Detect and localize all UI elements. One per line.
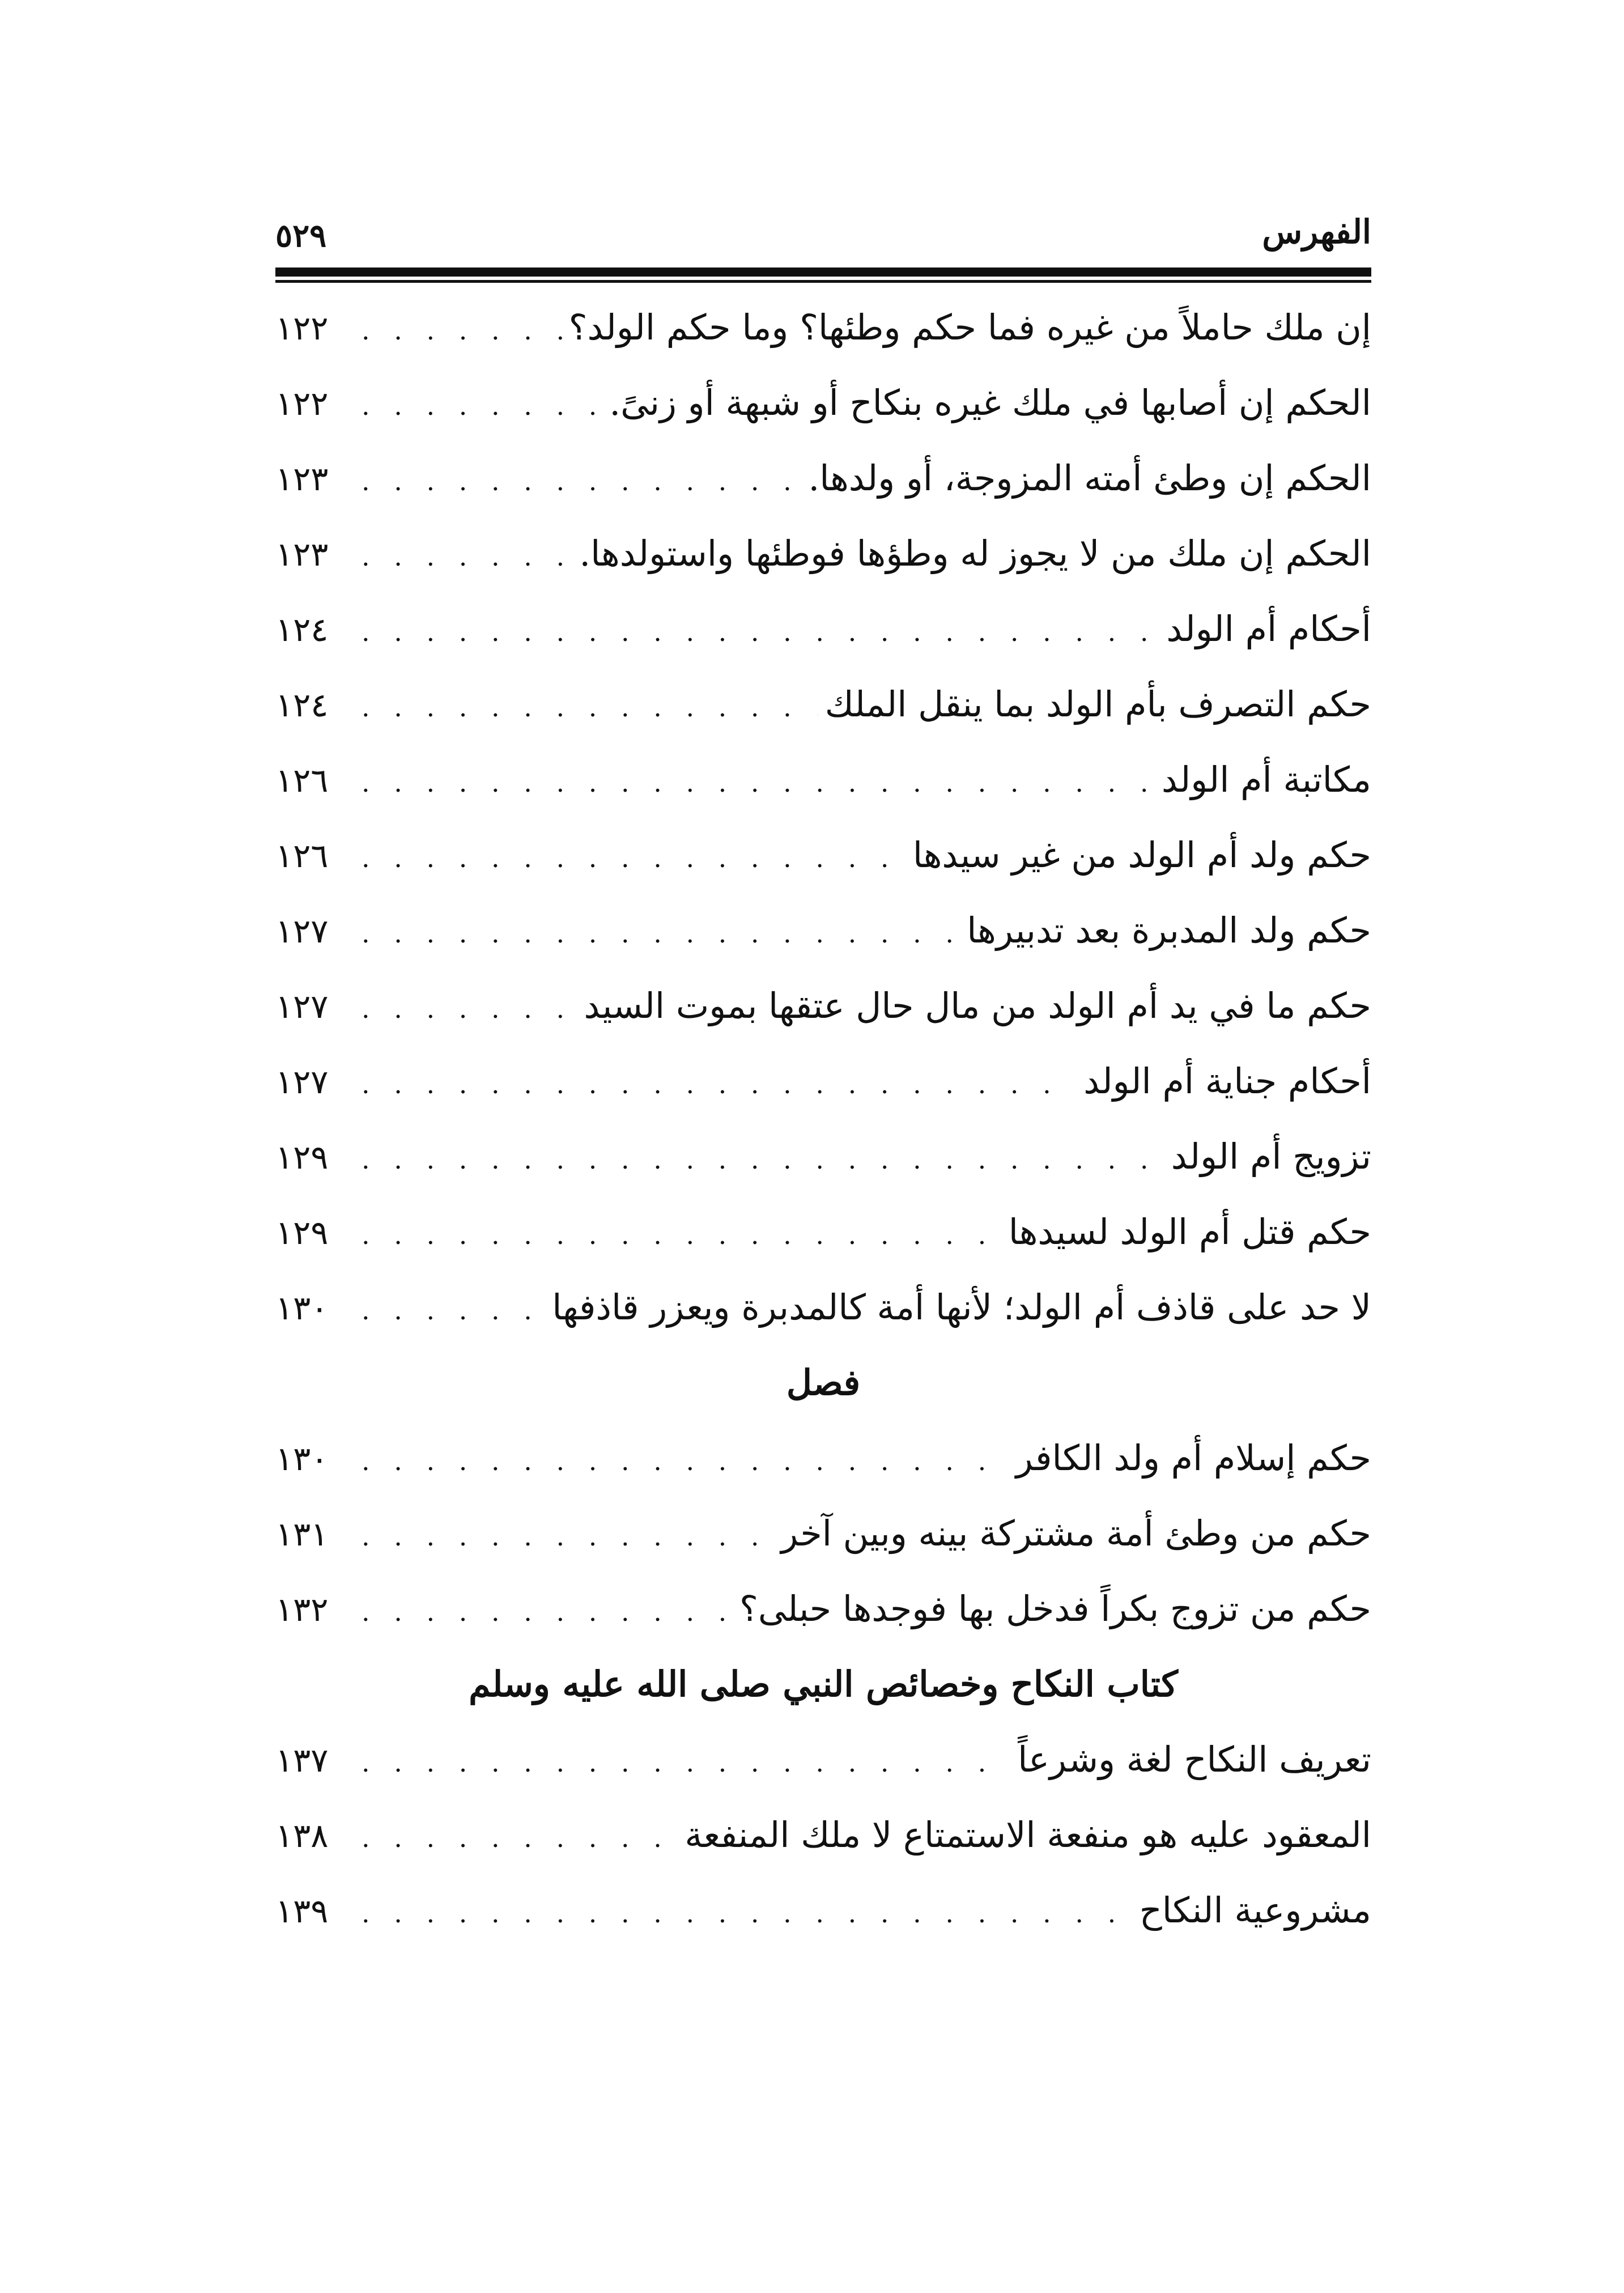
entry-title: تزويج أم الولد xyxy=(1171,1136,1371,1177)
entry-title: حكم إسلام أم ولد الكافر xyxy=(1015,1437,1371,1479)
dot-leader xyxy=(362,1047,1077,1122)
dot-leader xyxy=(362,971,577,1047)
index-entry xyxy=(275,1043,1371,1119)
dot-leader xyxy=(362,1574,733,1650)
index-entry xyxy=(275,666,1371,742)
section-heading: كتاب النكاح وخصائص النبي صلى الله عليه وسلم xyxy=(469,1663,1178,1705)
dot-leader xyxy=(362,1499,774,1574)
entry-title: لا حد على قاذف أم الولد؛ لأنها أمة كالمدبرة ويعزر قاذفها xyxy=(552,1286,1371,1328)
index-entry xyxy=(275,1269,1371,1345)
entry-title: مكاتبة أم الولد xyxy=(1161,759,1371,800)
entry-title: حكم من وطئ أمة مشتركة بينه وبين آخر xyxy=(781,1513,1371,1554)
entry-title: إن ملك حاملاً من غيره فما حكم وطئها؟ وما حكم الولد؟ xyxy=(568,307,1371,348)
index-entry xyxy=(275,1722,1371,1797)
index-entry xyxy=(275,290,1371,365)
index-entry xyxy=(275,1496,1371,1571)
entry-page-number: ١٢٦ xyxy=(275,761,329,800)
dot-leader xyxy=(362,444,801,519)
page-title: الفهرس xyxy=(1262,213,1371,251)
index-entry xyxy=(275,817,1371,893)
entry-page-number: ١٢٣ xyxy=(275,535,329,574)
page-header xyxy=(275,215,1371,267)
dot-leader xyxy=(362,670,818,745)
dot-leader xyxy=(362,368,602,444)
entry-page-number: ١٢٧ xyxy=(275,912,329,950)
index-entry xyxy=(275,968,1371,1043)
dot-leader xyxy=(362,1424,1009,1499)
entry-title: حكم التصرف بأم الولد بما ينقل الملك xyxy=(824,683,1371,725)
dot-leader xyxy=(362,595,1159,670)
entry-title: تعريف النكاح لغة وشرعاً xyxy=(1018,1739,1371,1780)
entry-title: حكم ما في يد أم الولد من مال حال عتقها بموت السيد xyxy=(584,985,1371,1026)
entry-page-number: ١٣٩ xyxy=(275,1892,329,1930)
dot-leader xyxy=(362,519,572,595)
dot-leader xyxy=(362,1198,1002,1273)
entry-title: حكم قتل أم الولد لسيدها xyxy=(1008,1211,1371,1252)
dot-leader xyxy=(362,1122,1164,1198)
entry-title: الحكم إن ملك من لا يجوز له وطؤها فوطئها واستولدها. xyxy=(579,533,1371,574)
entry-page-number: ١٣٠ xyxy=(275,1289,329,1327)
entry-page-number: ١٢٤ xyxy=(275,686,329,724)
index-entry xyxy=(275,516,1371,591)
index-entry xyxy=(275,591,1371,666)
entry-title: حكم ولد المدبرة بعد تدبيرها xyxy=(967,910,1371,951)
index-page xyxy=(275,215,1371,1948)
dot-leader xyxy=(362,1876,1133,1951)
entry-page-number: ١٣٢ xyxy=(275,1590,329,1629)
index-entry xyxy=(275,1872,1371,1948)
index-entry xyxy=(275,1571,1371,1646)
dot-leader xyxy=(362,1725,1011,1801)
entry-page-number: ١٣١ xyxy=(275,1515,329,1553)
entry-page-number: ١٢٩ xyxy=(275,1138,329,1177)
section-heading: فصل xyxy=(786,1362,861,1403)
header-rule-thick xyxy=(275,267,1371,277)
entry-page-number: ١٣٠ xyxy=(275,1440,329,1478)
dot-leader xyxy=(362,896,960,971)
dot-leader xyxy=(362,1801,678,1876)
entry-title: مشروعية النكاح xyxy=(1139,1889,1371,1931)
header-rule-thin xyxy=(275,280,1371,283)
entry-page-number: ١٢٧ xyxy=(275,987,329,1026)
entry-page-number: ١٣٧ xyxy=(275,1741,329,1780)
entry-page-number: ١٢٢ xyxy=(275,309,329,347)
index-entry xyxy=(275,1797,1371,1872)
entry-page-number: ١٢٧ xyxy=(275,1063,329,1101)
entry-title: الحكم إن وطئ أمته المزوجة، أو ولدها. xyxy=(808,457,1371,499)
page-number: ٥٢٩ xyxy=(275,217,327,254)
entry-page-number: ١٣٨ xyxy=(275,1816,329,1855)
entry-page-number: ١٢٩ xyxy=(275,1213,329,1252)
entry-page-number: ١٢٦ xyxy=(275,836,329,875)
index-entry xyxy=(275,742,1371,817)
index-entry xyxy=(275,365,1371,440)
dot-leader xyxy=(362,1273,545,1348)
dot-leader xyxy=(362,821,906,896)
entry-title: أحكام جناية أم الولد xyxy=(1083,1060,1371,1102)
entry-title: المعقود عليه هو منفعة الاستمتاع لا ملك المنفعة xyxy=(685,1814,1371,1855)
entry-page-number: ١٢٣ xyxy=(275,460,329,498)
index-entry xyxy=(275,1119,1371,1194)
index-entry xyxy=(275,440,1371,516)
index-entries-list xyxy=(275,290,1371,1948)
entry-page-number: ١٢٤ xyxy=(275,610,329,649)
dot-leader xyxy=(362,745,1155,821)
entry-page-number: ١٢٢ xyxy=(275,384,329,423)
entry-title: حكم ولد أم الولد من غير سيدها xyxy=(912,834,1371,876)
entry-title: أحكام أم الولد xyxy=(1166,608,1371,649)
index-entry xyxy=(275,1194,1371,1269)
dot-leader xyxy=(362,293,562,368)
index-entry xyxy=(275,893,1371,968)
index-entry xyxy=(275,1420,1371,1496)
entry-title: حكم من تزوج بكراً فدخل بها فوجدها حبلى؟ xyxy=(739,1588,1371,1629)
entry-title: الحكم إن أصابها في ملك غيره بنكاح أو شبهة أو زنىً. xyxy=(609,382,1371,423)
